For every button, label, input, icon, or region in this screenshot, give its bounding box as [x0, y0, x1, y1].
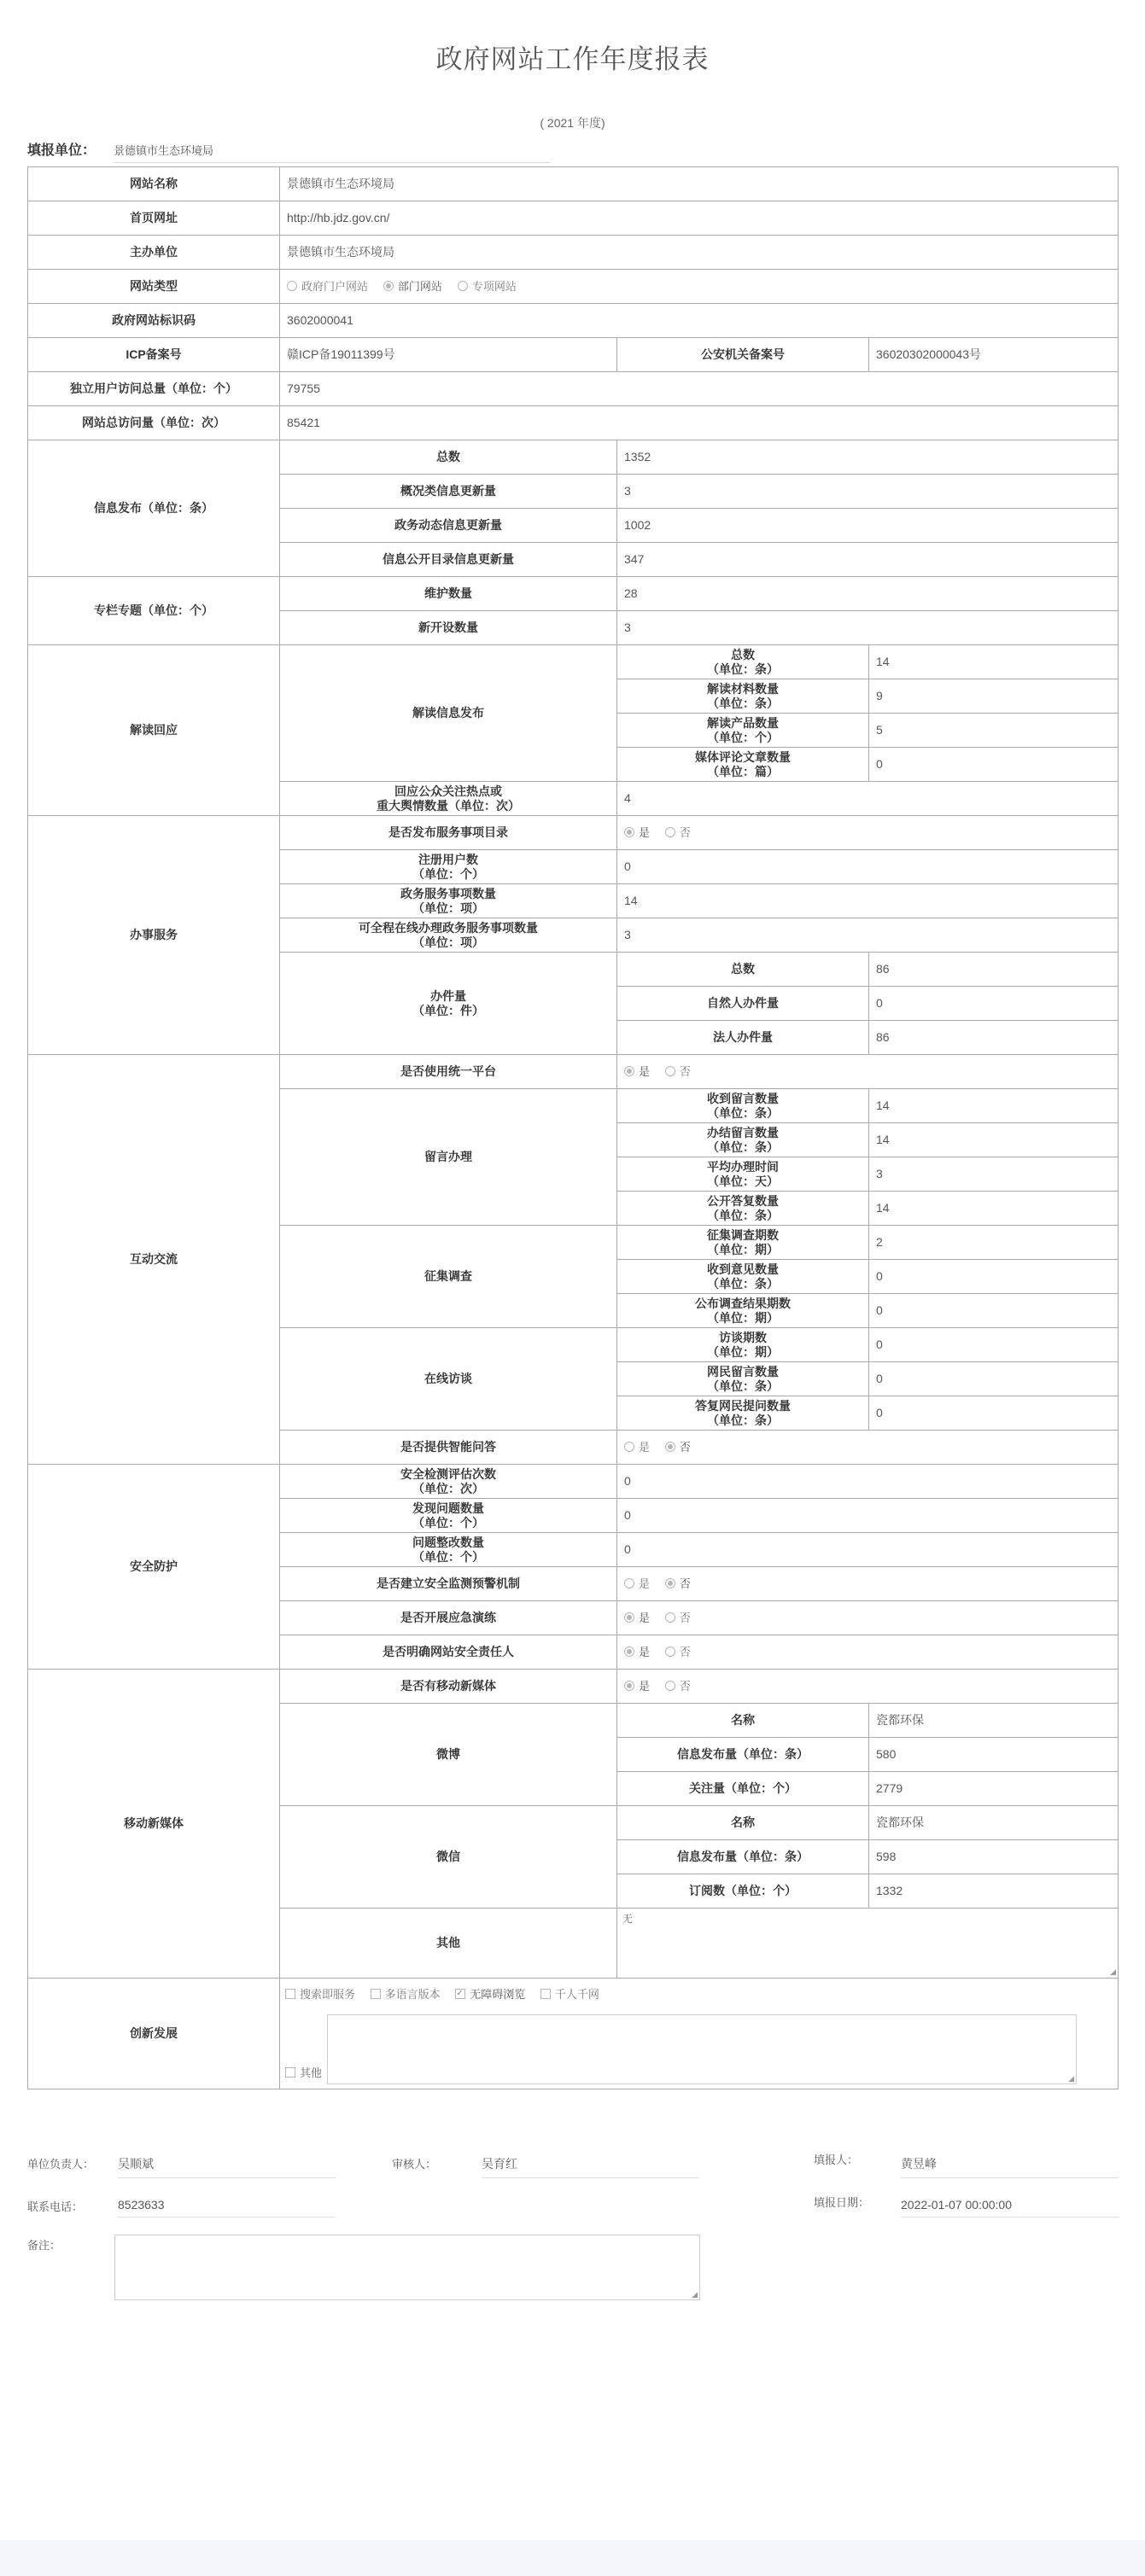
service-catalog-yes[interactable]: 是 [624, 826, 650, 839]
innovation-option-personalized[interactable]: 千人千网 [540, 1988, 599, 2001]
radio-icon [665, 1066, 675, 1076]
site-type-option-portal[interactable]: 政府门户网站 [287, 280, 368, 293]
police-label: 公安机关备案号 [617, 338, 869, 372]
service-full-online-value: 3 [617, 918, 1119, 953]
respond-value: 4 [617, 782, 1119, 816]
mobile-has-options [617, 1670, 1119, 1704]
info-total-label: 总数 [280, 440, 617, 475]
security-owner-no[interactable]: 否 [665, 1646, 691, 1658]
columns-new-label: 新开设数量 [280, 611, 617, 645]
weibo-name-value: 瓷都环保 [869, 1704, 1119, 1738]
security-fixed-value: 0 [617, 1533, 1119, 1567]
security-monitor-yes[interactable]: 是 [624, 1577, 650, 1590]
leader-value: 吴顺斌 [118, 2155, 336, 2178]
site-type-option-special[interactable]: 专项网站 [458, 280, 517, 293]
icp-label: ICP备案号 [28, 338, 280, 372]
resize-grip-icon[interactable]: ◢ [1068, 2074, 1074, 2083]
interview-answers-label: 答复网民提问数量 （单位：条） [617, 1396, 869, 1431]
message-avg-time-value: 3 [869, 1157, 1119, 1192]
site-name-value: 景德镇市生态环境局 [280, 167, 1119, 201]
innovation-options [285, 1987, 1113, 2002]
host-unit-label: 主办单位 [28, 236, 280, 270]
interpret-media-label: 媒体评论文章数量 （单位：篇） [617, 748, 869, 782]
resize-grip-icon[interactable]: ◢ [692, 2290, 698, 2299]
interview-messages-label: 网民留言数量 （单位：条） [617, 1362, 869, 1396]
page-bottom-band [0, 2540, 1145, 2576]
interview-periods-value: 0 [869, 1328, 1119, 1362]
info-overview-value: 3 [617, 475, 1119, 509]
radio-selected-icon [624, 1612, 634, 1623]
unified-platform-options [617, 1055, 1119, 1089]
interpret-product-value: 5 [869, 714, 1119, 748]
report-year: ( 2021 年度) [540, 116, 605, 130]
filler-unit-label: 填报单位： [27, 143, 96, 158]
weixin-subscribers-value: 1332 [869, 1874, 1119, 1909]
survey-results-value: 0 [869, 1294, 1119, 1328]
mobile-other-label: 其他 [280, 1909, 617, 1979]
service-catalog-options [617, 816, 1119, 850]
service-catalog-no[interactable]: 否 [665, 826, 691, 839]
phone-value: 8523633 [118, 2198, 336, 2218]
columns-new-value: 3 [617, 611, 1119, 645]
smart-qa-options [617, 1431, 1119, 1465]
smart-qa-yes[interactable]: 是 [624, 1441, 650, 1454]
security-issues-label: 发现问题数量 （单位：个） [280, 1499, 617, 1533]
radio-selected-icon [624, 1646, 634, 1657]
message-public-reply-label: 公开答复数量 （单位：条） [617, 1192, 869, 1226]
radio-icon [665, 1681, 675, 1691]
columns-maintained-label: 维护数量 [280, 577, 617, 611]
mobile-other-cell [617, 1909, 1119, 1979]
survey-label: 征集调查 [280, 1226, 617, 1328]
site-code-value: 3602000041 [280, 304, 1119, 338]
service-users-label: 注册用户数 （单位：个） [280, 850, 617, 884]
resize-grip-icon[interactable]: ◢ [1110, 1967, 1116, 1976]
weibo-followers-value: 2779 [869, 1772, 1119, 1806]
interview-periods-label: 访谈期数 （单位：期） [617, 1328, 869, 1362]
unified-platform-yes[interactable]: 是 [624, 1065, 650, 1078]
radio-icon [624, 1442, 634, 1452]
message-handling-label: 留言办理 [280, 1089, 617, 1226]
columns-maintained-value: 28 [617, 577, 1119, 611]
radio-selected-icon [624, 1681, 634, 1691]
reviewer-value: 吴育红 [482, 2155, 699, 2178]
service-items-label: 政务服务事项数量 （单位：项） [280, 884, 617, 918]
radio-selected-icon [665, 1578, 675, 1588]
radio-icon [665, 827, 675, 837]
info-publish-label: 信息发布（单位：条） [28, 440, 280, 577]
weixin-label: 微信 [280, 1806, 617, 1909]
handled-person-value: 0 [869, 987, 1119, 1021]
interpret-material-value: 9 [869, 679, 1119, 714]
filler-label: 填报人： [814, 2153, 859, 2166]
police-value: 36020302000043号 [869, 338, 1119, 372]
mobile-has-yes[interactable]: 是 [624, 1680, 650, 1693]
report-table [27, 166, 1119, 2089]
radio-icon [624, 1578, 634, 1588]
site-type-options [280, 270, 1119, 304]
info-catalog-label: 信息公开目录信息更新量 [280, 543, 617, 577]
security-drill-no[interactable]: 否 [665, 1611, 691, 1624]
reviewer-label: 审核人： [392, 2158, 437, 2171]
security-fixed-label: 问题整改数量 （单位：个） [280, 1533, 617, 1567]
page-title: 政府网站工作年度报表 [435, 44, 710, 74]
smart-qa-label: 是否提供智能问答 [280, 1431, 617, 1465]
message-closed-label: 办结留言数量 （单位：条） [617, 1123, 869, 1157]
info-news-label: 政务动态信息更新量 [280, 509, 617, 543]
survey-opinions-value: 0 [869, 1260, 1119, 1294]
survey-periods-label: 征集调查期数 （单位：期） [617, 1226, 869, 1260]
handled-total-value: 86 [869, 953, 1119, 987]
info-total-value: 1352 [617, 440, 1119, 475]
icp-value: 赣ICP备19011399号 [280, 338, 617, 372]
radio-selected-icon [624, 1066, 634, 1076]
unified-platform-no[interactable]: 否 [665, 1065, 691, 1078]
smart-qa-no[interactable]: 否 [665, 1441, 691, 1454]
info-catalog-value: 347 [617, 543, 1119, 577]
service-full-online-label: 可全程在线办理政务服务事项数量 （单位：项） [280, 918, 617, 953]
weixin-posts-label: 信息发布量（单位：条） [617, 1840, 869, 1874]
radio-icon [665, 1612, 675, 1623]
weibo-label: 微博 [280, 1704, 617, 1806]
unified-platform-label: 是否使用统一平台 [280, 1055, 617, 1089]
weixin-posts-value: 598 [869, 1840, 1119, 1874]
mobile-other-textarea[interactable]: 无 ◢ [617, 1909, 1118, 1977]
security-monitor-label: 是否建立安全监测预警机制 [280, 1567, 617, 1601]
weibo-followers-label: 关注量（单位：个） [617, 1772, 869, 1806]
phone-label: 联系电话： [27, 2200, 84, 2213]
info-news-value: 1002 [617, 509, 1119, 543]
site-name-label: 网站名称 [28, 167, 280, 201]
security-drill-yes[interactable]: 是 [624, 1611, 650, 1624]
leader-label: 单位负责人： [27, 2158, 95, 2171]
security-tests-value: 0 [617, 1465, 1119, 1499]
weixin-subscribers-label: 订阅数（单位：个） [617, 1874, 869, 1909]
interview-label: 在线访谈 [280, 1328, 617, 1431]
remark-textarea[interactable] [114, 2235, 700, 2300]
survey-opinions-label: 收到意见数量 （单位：条） [617, 1260, 869, 1294]
weibo-name-label: 名称 [617, 1704, 869, 1738]
date-label: 填报日期： [814, 2196, 870, 2209]
interaction-label: 互动交流 [28, 1055, 280, 1465]
security-monitor-options [617, 1567, 1119, 1601]
security-owner-label: 是否明确网站安全责任人 [280, 1635, 617, 1670]
innovation-option-multilang[interactable]: 多语言版本 [371, 1988, 441, 2001]
columns-label: 专栏专题（单位：个） [28, 577, 280, 645]
mobile-has-label: 是否有移动新媒体 [280, 1670, 617, 1704]
security-owner-options [617, 1635, 1119, 1670]
date-value: 2022-01-07 00:00:00 [901, 2198, 1119, 2218]
respond-label: 回应公众关注热点或 重大舆情数量（单位：次） [280, 782, 617, 816]
pv-label: 网站总访问量（单位：次） [28, 406, 280, 440]
interpret-total-value: 14 [869, 645, 1119, 679]
innovation-option-other[interactable]: 其他 [285, 2066, 322, 2080]
interpret-publish-label: 解读信息发布 [280, 645, 617, 782]
filler-unit-value: 景德镇市生态环境局 [114, 142, 551, 163]
radio-selected-icon [624, 827, 634, 837]
pv-value: 85421 [280, 406, 1119, 440]
filler-value: 黄昱峰 [901, 2155, 1119, 2178]
innovation-option-search[interactable]: 搜索即服务 [285, 1988, 355, 2001]
radio-selected-icon [383, 281, 394, 291]
interpret-product-label: 解读产品数量 （单位：个） [617, 714, 869, 748]
survey-results-label: 公布调查结果期数 （单位：期） [617, 1294, 869, 1328]
radio-icon [458, 281, 468, 291]
security-drill-label: 是否开展应急演练 [280, 1601, 617, 1635]
interview-messages-value: 0 [869, 1362, 1119, 1396]
radio-selected-icon [665, 1442, 675, 1452]
site-type-label: 网站类型 [28, 270, 280, 304]
handled-legal-value: 86 [869, 1021, 1119, 1055]
checkbox-icon [540, 1989, 551, 1999]
service-handled-label: 办件量 （单位：件） [280, 953, 617, 1055]
message-closed-value: 14 [869, 1123, 1119, 1157]
interpret-label: 解读回应 [28, 645, 280, 816]
remark-label: 备注： [27, 2239, 61, 2252]
innovation-option-accessibility[interactable]: ✓ 无障碍浏览 [455, 1988, 525, 2001]
site-type-option-department[interactable]: 部门网站 [383, 280, 442, 293]
innovation-other-textarea[interactable] [327, 2014, 1077, 2084]
weibo-posts-value: 580 [869, 1738, 1119, 1772]
security-tests-label: 安全检测评估次数 （单位：次） [280, 1465, 617, 1499]
survey-periods-value: 2 [869, 1226, 1119, 1260]
uv-value: 79755 [280, 372, 1119, 406]
message-received-value: 14 [869, 1089, 1119, 1123]
weixin-name-label: 名称 [617, 1806, 869, 1840]
checkbox-icon [371, 1989, 381, 1999]
interpret-total-label: 总数 （单位：条） [617, 645, 869, 679]
message-avg-time-label: 平均办理时间 （单位：天） [617, 1157, 869, 1192]
security-issues-value: 0 [617, 1499, 1119, 1533]
handled-person-label: 自然人办件量 [617, 987, 869, 1021]
host-unit-value: 景德镇市生态环境局 [280, 236, 1119, 270]
security-owner-yes[interactable]: 是 [624, 1646, 650, 1658]
service-catalog-label: 是否发布服务事项目录 [280, 816, 617, 850]
innovation-label: 创新发展 [28, 1979, 280, 2089]
message-public-reply-value: 14 [869, 1192, 1119, 1226]
checkbox-icon [285, 2067, 295, 2078]
checkbox-checked-icon [455, 1989, 465, 1999]
interpret-material-label: 解读材料数量 （单位：条） [617, 679, 869, 714]
interview-answers-value: 0 [869, 1396, 1119, 1431]
radio-icon [665, 1646, 675, 1657]
innovation-cell [280, 1979, 1119, 2089]
handled-total-label: 总数 [617, 953, 869, 987]
site-code-label: 政府网站标识码 [28, 304, 280, 338]
radio-icon [287, 281, 297, 291]
handled-legal-label: 法人办件量 [617, 1021, 869, 1055]
interpret-media-value: 0 [869, 748, 1119, 782]
mobile-media-label: 移动新媒体 [28, 1670, 280, 1979]
info-overview-label: 概况类信息更新量 [280, 475, 617, 509]
service-items-value: 14 [617, 884, 1119, 918]
security-drill-options [617, 1601, 1119, 1635]
checkbox-icon [285, 1989, 295, 1999]
weibo-posts-label: 信息发布量（单位：条） [617, 1738, 869, 1772]
mobile-has-no[interactable]: 否 [665, 1680, 691, 1693]
weixin-name-value: 瓷都环保 [869, 1806, 1119, 1840]
home-url-label: 首页网址 [28, 201, 280, 236]
security-label: 安全防护 [28, 1465, 280, 1670]
service-users-value: 0 [617, 850, 1119, 884]
message-received-label: 收到留言数量 （单位：条） [617, 1089, 869, 1123]
home-url-value: http://hb.jdz.gov.cn/ [280, 201, 1119, 236]
uv-label: 独立用户访问总量（单位：个） [28, 372, 280, 406]
security-monitor-no[interactable]: 否 [665, 1577, 691, 1590]
service-label: 办事服务 [28, 816, 280, 1055]
